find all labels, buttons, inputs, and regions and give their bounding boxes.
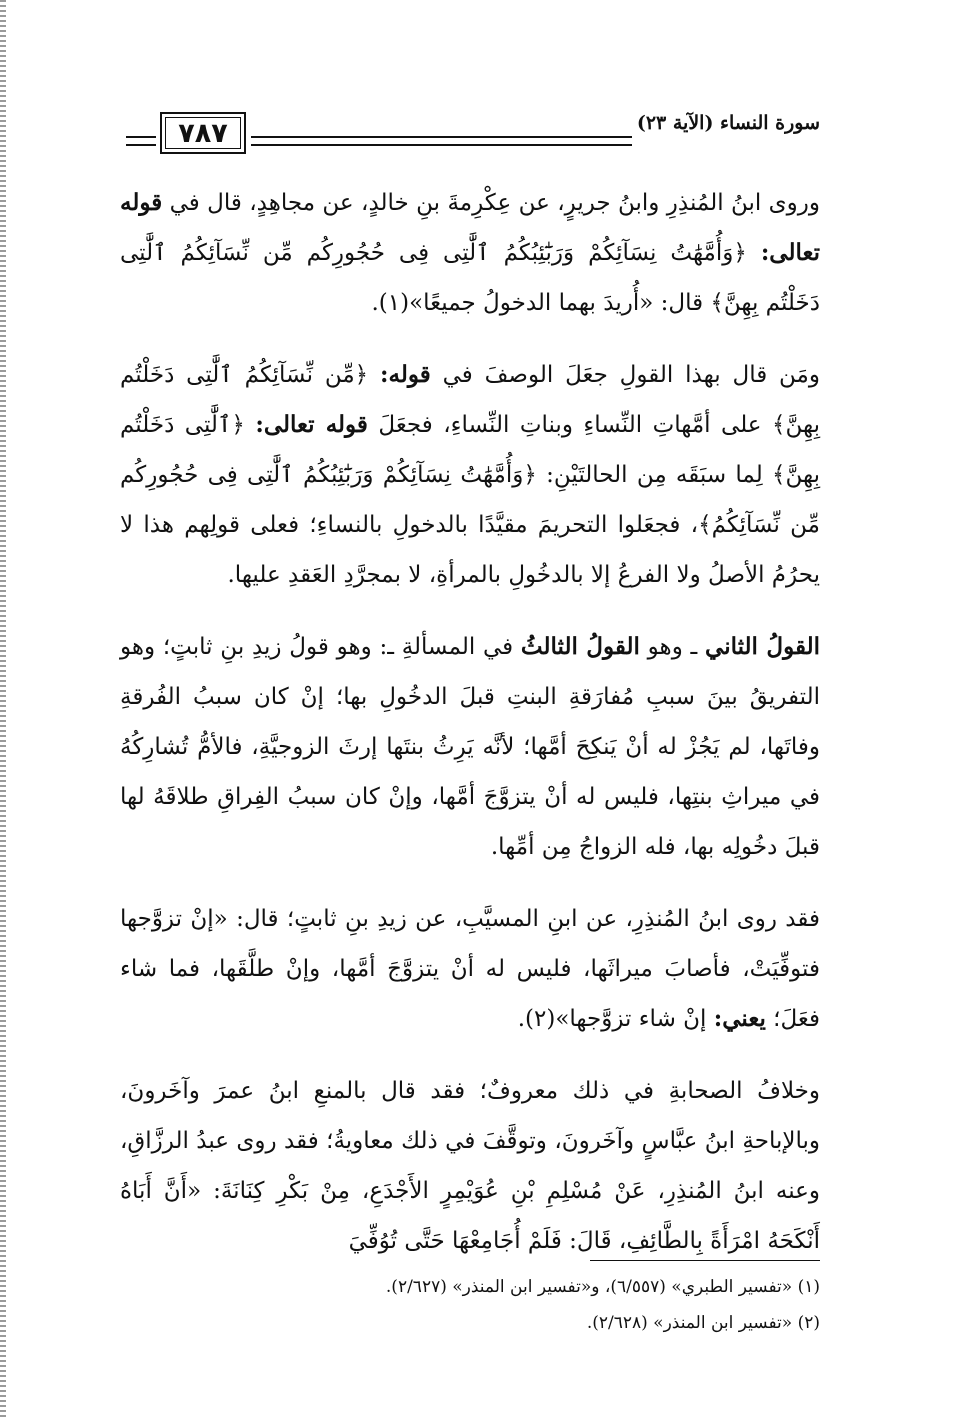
paragraph [120, 894, 820, 1044]
text-run: ـ وهو [639, 634, 706, 660]
footnote-1: (١) «تفسير الطبري» (٦/٥٥٧)، و«تفسير ابن المنذر» (٢/٦٢٧). [385, 1277, 820, 1297]
header-rule-left [126, 136, 156, 146]
bold-phrase: قوله تعالى: [255, 411, 368, 438]
page-number-frame [160, 112, 246, 154]
text-run: في المسألةِ ـ: وهو قولُ زيدِ بنِ ثابتٍ؛ وهو التفريقُ بينَ سببِ مُفارَقةِ البنتِ قبلَ الدخُولِ بها؛ إنْ كان سببُ الفُرقةِ وفاتَها، لم يَجُزْ له أنْ يَنكِحَ أمَّها؛ لأنَّه يَرِثُ بنتَها إرثَ الزوجيَّةِ، فالأمُّ تُشارِكُهُ في ميراثِ بنتِها، فليس له أنْ يتزوَّجَ أمَّها، وإنْ كان سببُ الفِراقِ طلاقَهُ لها قبلَ دخُولِه بها، فله الزواجُ مِن أمِّها. [120, 634, 820, 860]
bold-phrase: يعني: [713, 1005, 766, 1032]
footnotes [120, 1260, 820, 1341]
text-run: ﴿وَأُمَّهَٰتُ نِسَآئِكُمْ وَرَبَٰٓئِبُكُمُ ٱلَّٰتِى فِى حُجُورِكُم مِّن نِّسَآئِكُمُ ٱلَّٰتِى دَخَلْتُم بِهِنَّ﴾ قال: «أُريدَ بهما الدخولُ جميعًا»(١). [120, 240, 820, 316]
text-run: ﴿ٱلَّٰتِى دَخَلْتُم بِهِنَّ﴾ لِما سبَقَه مِن الحالتَيْنِ: ﴿وَأُمَّهَٰتُ نِسَآئِكُمْ وَرَبَٰٓئِبُكُمُ ٱلَّٰتِى فِى حُجُورِكُم مِّن نِّسَآئِكُمُ﴾، فجعَلوا التحريمَ مقيَّدًا بالدخولِ بالنساءِ؛ فعلى قولِهم هذا لا يحرُمُ الأصلُ ولا الفرعُ إلا بالدخُولِ بالمرأةِ، لا بمجرَّدِ العَقدِ عليها. [120, 412, 820, 588]
paragraph [120, 622, 820, 872]
page-number: ٧٨٧ [178, 117, 228, 149]
bold-phrase: قوله تعالى: [120, 189, 820, 266]
body-text [120, 178, 820, 1266]
text-run: إنْ شاء تزوَّجها»(٢). [517, 1006, 714, 1032]
page-header [120, 108, 820, 164]
footnote-separator [590, 1260, 820, 1261]
text-run: وروى ابنُ المُنذِرِ وابنُ جريرٍ، عن عِكْرِمةَ بنِ خالدٍ، عن مجاهِدٍ، قال في [162, 190, 820, 216]
text-run: فقد روى ابنُ المُنذِرِ، عن ابنِ المسيَّبِ، عن زيدِ بنِ ثابتٍ؛ قال: «إنْ تزوَّجها فتوفِّيَتْ، فأصابَ ميراثَها، فليس له أنْ يتزوَّجَ أمَّها، وإنْ طلَّقَها، فما شاء فعَلَ؛ [120, 906, 820, 1032]
paragraph [120, 1066, 820, 1266]
text-run: وخلافُ الصحابةِ في ذلك معروفٌ؛ فقد قال بالمنعِ ابنُ عمرَ وآخَرونَ، وبالإباحةِ ابنُ عبَّاسٍ وآخَرونَ، وتوقَّفَ في ذلك معاويةُ؛ فقد روى عبدُ الرزَّاقِ، وعنه ابنُ المُنذِرِ، عَنْ مُسْلِمِ بْنِ عُوَيْمِرٍ الأَجْدَعِ، مِنْ بَكْرِ كِنَانَةَ: «أَنَّ أَبَاهُ أَنْكَحَهُ امْرَأَةً بِالطَّائِفِ، قَالَ: فَلَمْ أُجَامِعْهَا حَتَّى تُوُفِّيَ [120, 1078, 820, 1254]
header-rule [251, 136, 632, 146]
bold-phrase: القولُ الثالثُ [520, 633, 640, 660]
surah-title: سورة النساء (الآية ٢٣) [636, 112, 820, 134]
bold-phrase: القولُ الثاني [705, 633, 821, 660]
text-run: ﴿مِّن نِّسَآئِكُمُ ٱلَّٰتِى دَخَلْتُم بِهِنَّ﴾ على أمَّهاتِ النِّساءِ وبناتِ النِّساءِ، فجعَلَ [120, 362, 820, 438]
footnote-2: (٢) «تفسير ابن المنذر» (٢/٦٢٨). [586, 1313, 820, 1333]
text-run: ومَن قال بهذا القولِ جعَلَ الوصفَ في [430, 362, 820, 388]
scan-edge [0, 0, 6, 1417]
bold-phrase: قوله: [380, 361, 431, 388]
paragraph [120, 178, 820, 328]
paragraph [120, 350, 820, 600]
book-page [120, 108, 820, 1288]
